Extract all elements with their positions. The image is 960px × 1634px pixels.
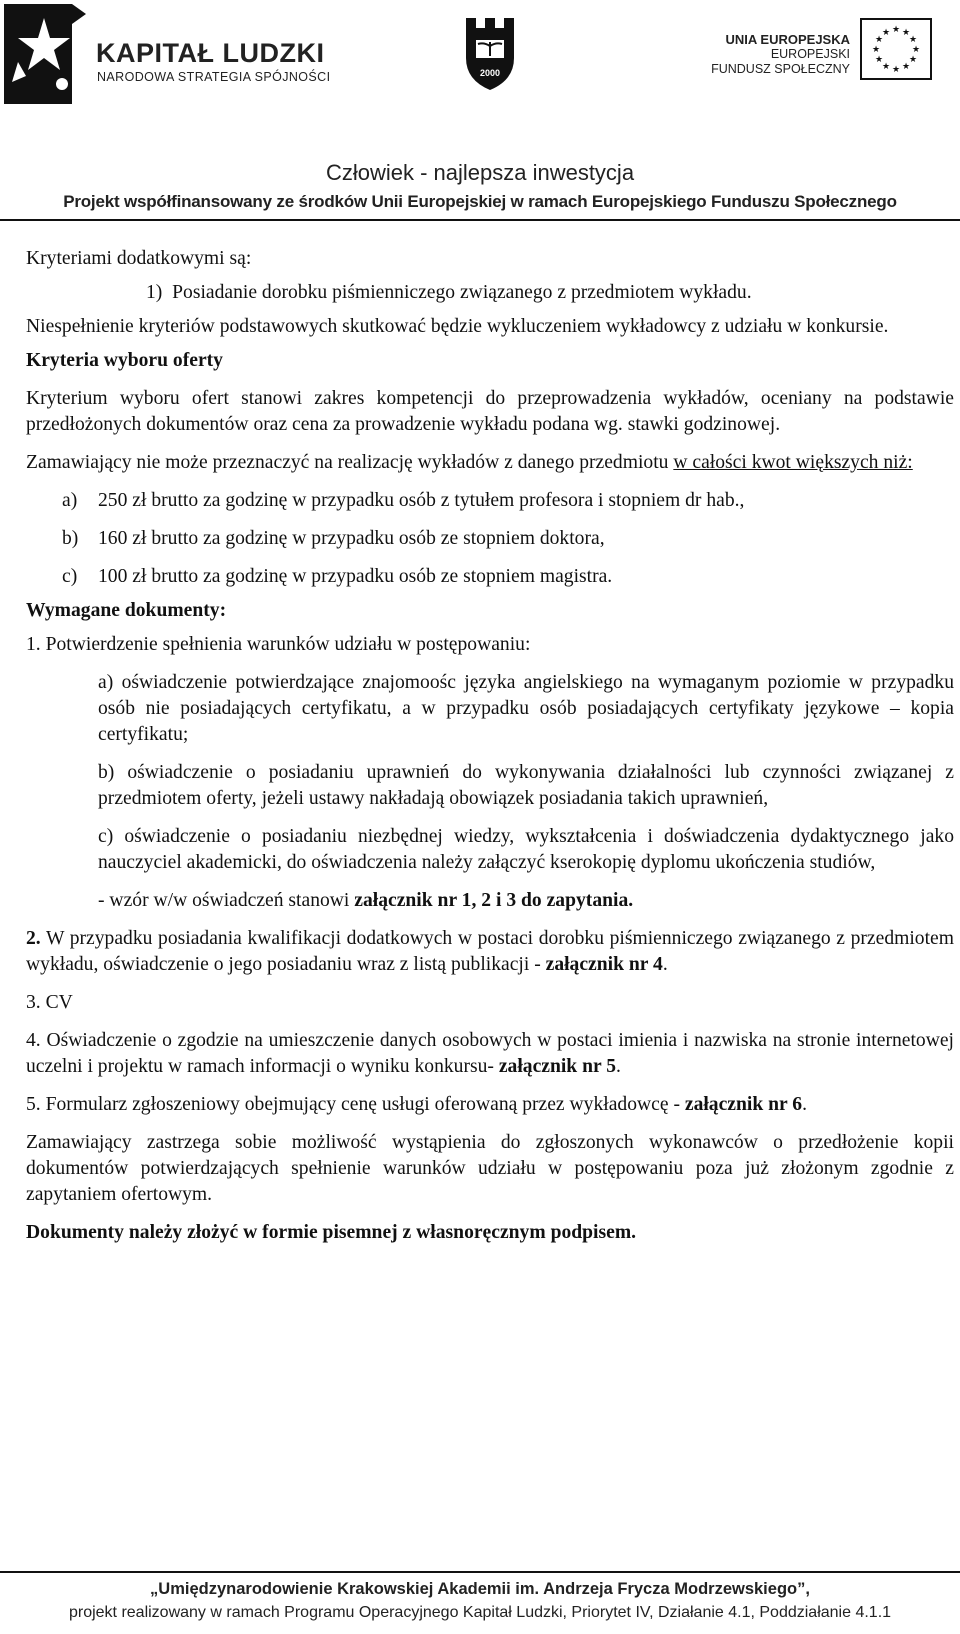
crest-year: 2000 (479, 68, 501, 78)
svg-text:★: ★ (874, 55, 884, 65)
doc-5-attachment: załącznik nr 6 (684, 1094, 803, 1115)
svg-text:★: ★ (908, 35, 918, 45)
doc-5-text: 5. Formularz zgłoszeniowy obejmujący cenę usługi oferowaną przez wykładowcę - (26, 1094, 685, 1115)
svg-text:★: ★ (911, 45, 921, 55)
doc-4 (26, 1028, 954, 1080)
svg-text:★: ★ (874, 35, 884, 45)
doc-1-sub-c: c) oświadczenie o posiadaniu niezbędnej wiedzy, wykształcenia i doświadczenia dydaktycznego jako nauczyciel akademicki, do oświadczenia należy załączyć kserokopię dyplomu ukończenia studiów, (98, 826, 954, 873)
project-cofinancing-line: Projekt współfinansowany ze środków Unii Europejskiej w ramach Europejskiego Funduszu Społecznego (63, 192, 897, 211)
footer-divider (0, 1571, 960, 1573)
svg-text:★: ★ (901, 62, 911, 72)
doc-5-end: . (802, 1094, 807, 1115)
doc-1-sub-b: b) oświadczenie o posiadaniu uprawnień do wykonywania działalności lub czynności związanej z przedmiotem oferty, jeżeli ustawy nakładają obowiązek posiadania takich uprawnień, (98, 762, 954, 809)
attachment-text: - wzór w/w oświadczeń stanowi (98, 890, 355, 911)
rate-item-a (26, 488, 954, 514)
ue-line-2: EUROPEJSKI (770, 47, 850, 61)
doc-4-attachment: załącznik nr 5 (498, 1056, 617, 1077)
rate-marker: a) (62, 490, 78, 511)
doc-1: 1. Potwierdzenie spełnienia warunków udziału w postępowaniu: (26, 634, 531, 655)
doc-2 (26, 926, 954, 978)
rate-text: 160 zł brutto za godzinę w przypadku osób ze stopniem doktora, (98, 528, 605, 549)
item-marker: 1) (146, 282, 163, 303)
rate-item-c (26, 564, 954, 590)
slogan: Człowiek - najlepsza inwestycja (325, 160, 635, 185)
doc-2-attachment: załącznik nr 4 (545, 954, 663, 975)
document-body (26, 246, 954, 1246)
final-note: Dokumenty należy złożyć w formie pisemnej z własnoręcznym podpisem. (26, 1222, 637, 1243)
svg-text:★: ★ (881, 62, 891, 72)
reservation-text: Zamawiający zastrzega sobie możliwość wystąpienia do zgłoszonych wykonawców o przedłożenie kopii dokumentów potwierdzających spełnienie warunków udziału w postępowaniu poza już złożonym zgodnie z zapytaniem ofertowym. (26, 1132, 954, 1205)
ue-line-3: FUNDUSZ SPOŁECZNY (711, 62, 850, 76)
header-divider (0, 219, 960, 221)
page-header (0, 0, 960, 222)
ue-line-1: UNIA EUROPEJSKA (725, 32, 850, 47)
additional-criteria-item (26, 280, 954, 306)
footer-program-line: projekt realizowany w ramach Programu Operacyjnego Kapitał Ludzki, Priorytet IV, Działanie 4.1, Poddziałanie 4.1.1 (68, 1604, 892, 1621)
doc-1-attachment (26, 888, 954, 914)
doc-3: 3. CV (26, 992, 73, 1013)
kapital-ludzki-subtitle: NARODOWA STRATEGIA SPÓJNOŚCI (97, 70, 331, 84)
limit-text (26, 450, 954, 476)
selection-text: Kryterium wyboru ofert stanowi zakres kompetencji do przeprowadzenia wykładów, oceniany na podstawie przedłożonych dokumentów oraz cena za prowadzenie wykładu podana wg. stawki godzinowej. (26, 388, 954, 435)
limit-text-underlined: w całości kwot większych niż: (673, 452, 913, 473)
eu-fund-text (700, 32, 850, 77)
rate-text: 250 zł brutto za godzinę w przypadku osób z tytułem profesora i stopniem dr hab., (98, 490, 745, 511)
rate-marker: c) (62, 566, 78, 587)
kapital-ludzki-logo-icon (4, 4, 86, 104)
doc-2-end: . (662, 954, 668, 975)
university-crest-icon (462, 18, 518, 90)
doc-4-text: 4. Oświadczenie o zgodzie na umieszczenie danych osobowych w postaci imienia i nazwiska na stronie internetowej uczelni i projektu w ramach informacji o wyniku konkursu- (26, 1030, 954, 1077)
additional-criteria-intro: Kryteriami dodatkowymi są: (26, 248, 252, 269)
selection-heading: Kryteria wyboru oferty (26, 350, 223, 371)
footer-project-title: „Umiędzynarodowienie Krakowskiej Akademii im. Andrzeja Frycza Modrzewskiego”, (150, 1580, 810, 1598)
limit-text-start: Zamawiający nie może przeznaczyć na realizację wykładów z danego przedmiotu (26, 452, 674, 473)
doc-1-sub-a: a) oświadczenie potwierdzające znajomoośc języka angielskiego na wymaganym poziomie w przypadku osób nie posiadających certyfikatu, a w przypadku osób posiadających certyfikaty językowe – kopia certyfikatu; (98, 672, 954, 745)
svg-text:★: ★ (881, 28, 891, 38)
kapital-ludzki-title: KAPITAŁ LUDZKI (96, 38, 325, 68)
eu-flag-icon (860, 18, 932, 80)
svg-text:★: ★ (891, 25, 901, 35)
doc-2-text: W przypadku posiadania kwalifikacji dodatkowych w postaci dorobku piśmienniczego związanego z przedmiotem wykładu, oświadczenie o jego posiadaniu wraz z listą publikacji - (26, 928, 954, 975)
doc-2-number: 2. (26, 928, 41, 949)
svg-text:★: ★ (908, 55, 918, 65)
svg-text:★: ★ (871, 45, 881, 55)
attachment-ref: załącznik nr 1, 2 i 3 do zapytania. (354, 890, 634, 911)
rate-text: 100 zł brutto za godzinę w przypadku osób ze stopniem magistra. (98, 566, 613, 587)
svg-text:★: ★ (901, 28, 911, 38)
svg-text:★: ★ (891, 65, 901, 75)
item-text: Posiadanie dorobku piśmienniczego związanego z przedmiotem wykładu. (172, 282, 752, 303)
docs-heading: Wymagane dokumenty: (26, 600, 227, 621)
rate-item-b (26, 526, 954, 552)
exclusion-note: Niespełnienie kryteriów podstawowych skutkować będzie wykluczeniem wykładowcy z udziału w konkursie. (26, 316, 889, 337)
doc-4-end: . (616, 1056, 621, 1077)
rate-marker: b) (62, 528, 79, 549)
doc-5 (26, 1092, 954, 1118)
